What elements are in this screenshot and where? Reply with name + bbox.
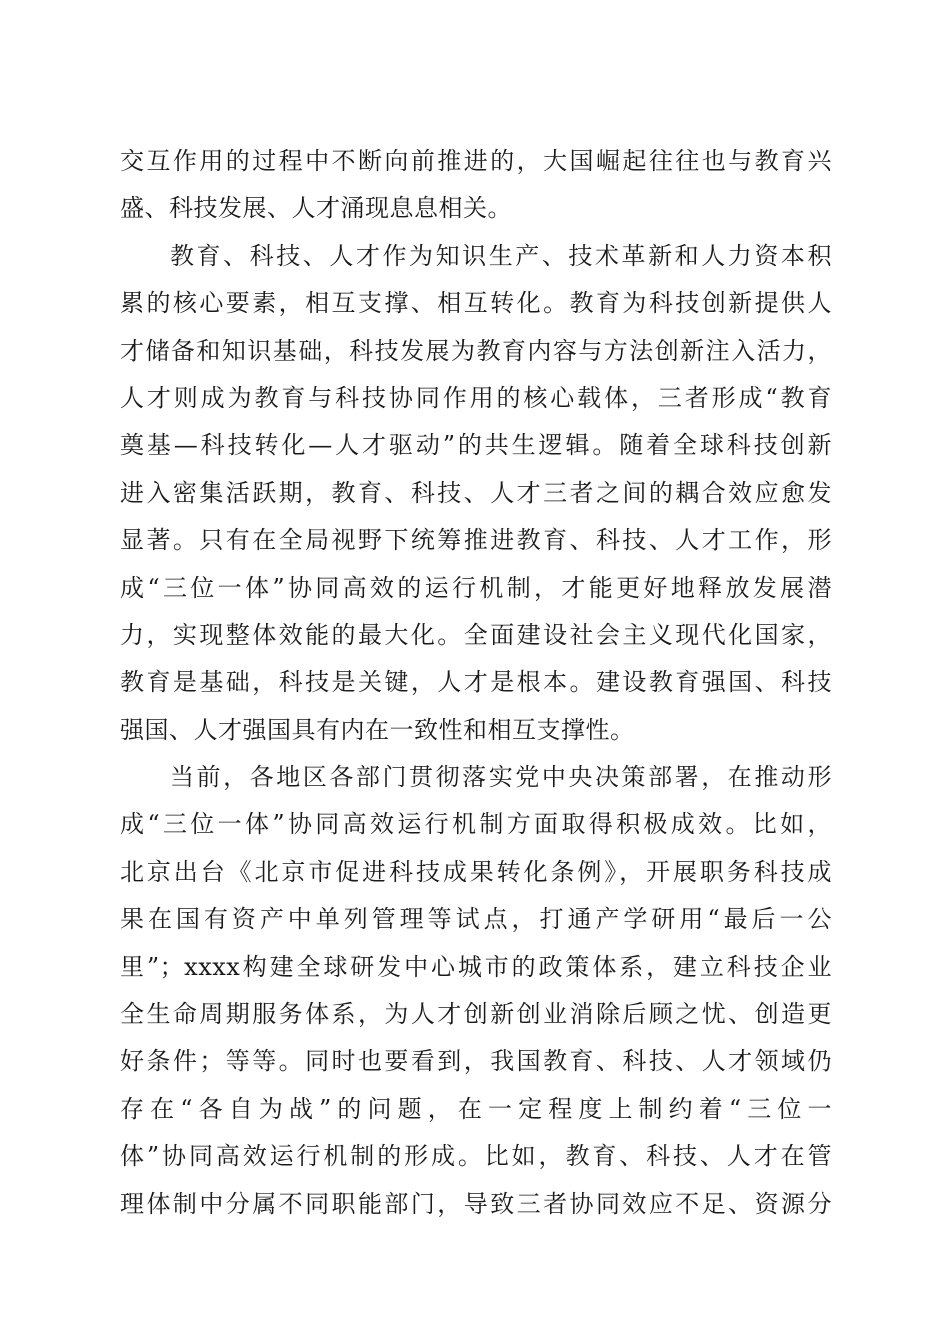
paragraph-2-line-8: 成“三位一体”协同高效的运行机制，才能更好地释放发展潜 (120, 573, 832, 602)
paragraph-3-line-2: 成“三位一体”协同高效运行机制方面取得积极成效。比如， (120, 810, 832, 839)
paragraph-3-line-10: 理体制中分属不同职能部门，导致三者协同效应不足、资源分 (120, 1189, 832, 1218)
paragraph-2-line-11: 强国、人才强国具有内在一致性和相互支撑性。 (120, 715, 635, 744)
paragraph-3-line-8: 存在“各自为战”的问题，在一定程度上制约着“三位一 (120, 1094, 832, 1123)
paragraph-2-line-1: 教育、科技、人才作为知识生产、技术革新和人力资本积 (170, 241, 832, 270)
paragraph-1-line-2: 盛、科技发展、人才涌现息息相关。 (120, 194, 512, 223)
paragraph-3-line-7: 好条件；等等。同时也要看到，我国教育、科技、人才领域仍 (120, 1047, 832, 1076)
paragraph-2-line-2: 累的核心要素，相互支撑、相互转化。教育为科技创新提供人 (120, 289, 832, 318)
paragraph-2-line-5: 奠基—科技转化—人才驱动”的共生逻辑。随着全球科技创新 (120, 431, 832, 460)
paragraph-3-line-4: 果在国有资产中单列管理等试点，打通产学研用“最后一公 (120, 905, 832, 934)
paragraph-3-line-6: 全生命周期服务体系，为人才创新创业消除后顾之忧、创造更 (120, 1000, 832, 1029)
paragraph-2-line-10: 教育是基础，科技是关键，人才是根本。建设教育强国、科技 (120, 668, 832, 697)
paragraph-1-line-1: 交互作用的过程中不断向前推进的，大国崛起往往也与教育兴 (120, 147, 832, 175)
document-body (120, 138, 832, 1228)
paragraph-3-line-9: 体”协同高效运行机制的形成。比如，教育、科技、人才在管 (120, 1142, 832, 1171)
paragraph-2-line-3: 才储备和知识基础，科技发展为教育内容与方法创新注入活力， (120, 336, 832, 365)
paragraph-3-line-5: 里”；xxxx构建全球研发中心城市的政策体系，建立科技企业 (120, 952, 832, 981)
paragraph-2-line-6: 进入密集活跃期，教育、科技、人才三者之间的耦合效应愈发 (120, 478, 832, 507)
paragraph-2-line-9: 力，实现整体效能的最大化。全面建设社会主义现代化国家， (120, 620, 832, 649)
paragraph-3-line-3: 北京出台《北京市促进科技成果转化条例》，开展职务科技成 (120, 857, 832, 886)
paragraph-2-line-4: 人才则成为教育与科技协同作用的核心载体，三者形成“教育 (120, 383, 832, 412)
paragraph-3-line-1: 当前，各地区各部门贯彻落实党中央决策部署，在推动形 (170, 763, 832, 792)
paragraph-2-line-7: 显著。只有在全局视野下统筹推进教育、科技、人才工作，形 (120, 526, 832, 555)
